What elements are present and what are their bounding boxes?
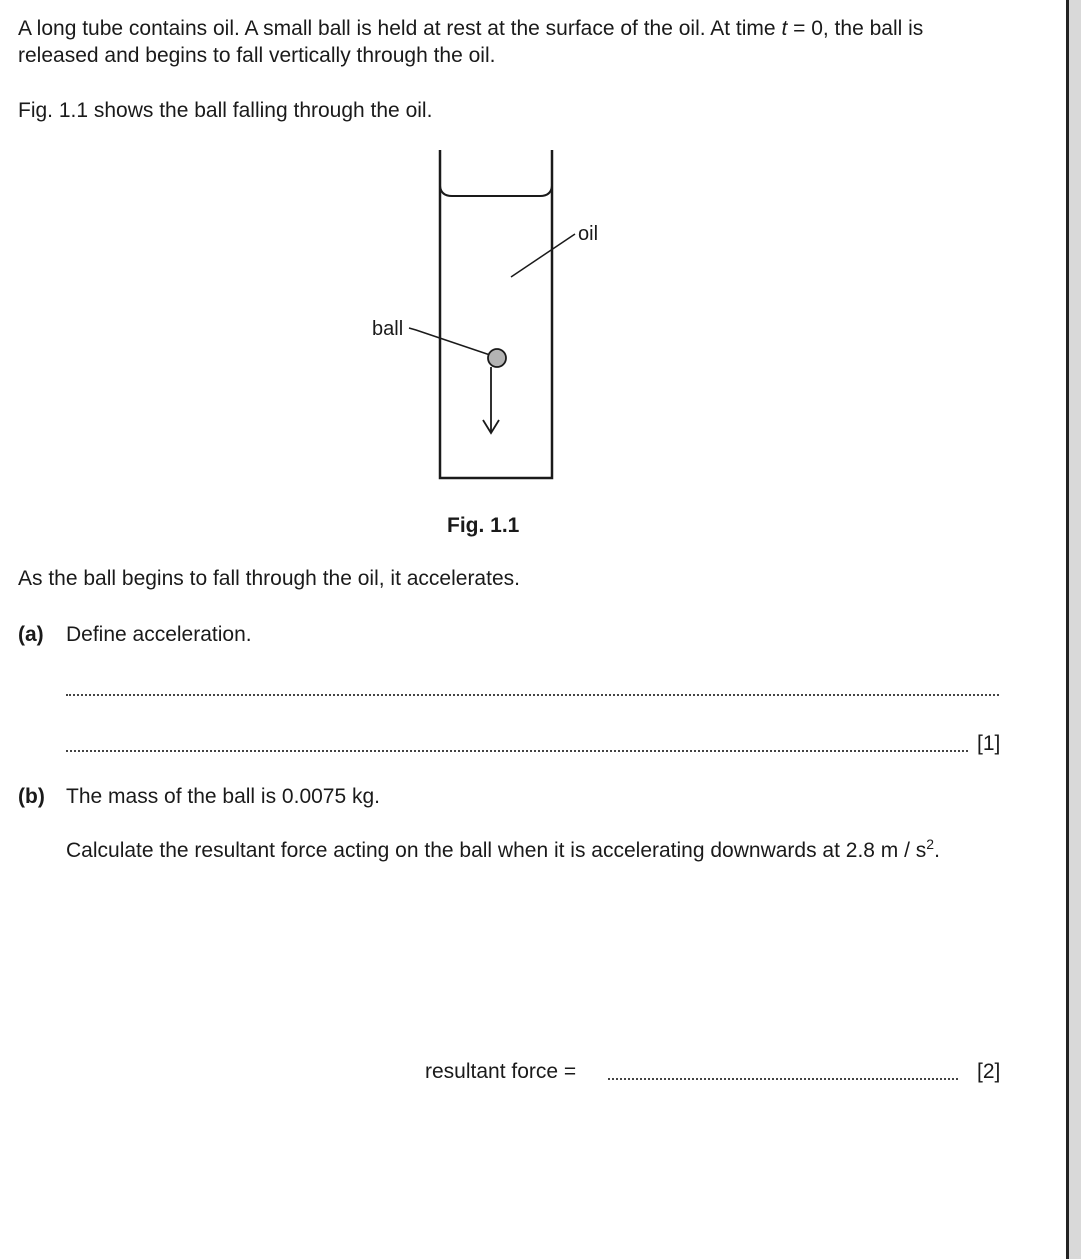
answer-line-a-1[interactable] — [66, 694, 999, 696]
part-b-question-end: . — [934, 839, 940, 862]
unit-exponent: 2 — [926, 836, 935, 852]
intro-line-2: released and begins to fall vertically through the oil. — [18, 44, 496, 67]
answer-line-a-2[interactable] — [66, 750, 968, 752]
part-a-mark: [1] — [977, 732, 1001, 755]
ball-label: ball — [372, 318, 404, 340]
intro-text-b: = 0, the ball is — [787, 17, 924, 40]
part-b-question — [66, 838, 940, 864]
figure-intro: Fig. 1.1 shows the ball falling through the oil. — [18, 99, 433, 122]
accelerates-text: As the ball begins to fall through the oil, it accelerates. — [18, 567, 520, 590]
oil-leader-line — [511, 234, 575, 277]
oil-label: oil — [578, 223, 599, 245]
ball-leader-line — [409, 328, 496, 357]
time-variable: t — [781, 17, 788, 40]
part-a-question: Define acceleration. — [66, 623, 252, 646]
part-b-label: (b) — [18, 785, 45, 808]
oil-surface — [440, 186, 552, 196]
part-a-label: (a) — [18, 623, 44, 646]
resultant-force-answer-line[interactable] — [608, 1078, 958, 1080]
ball — [488, 349, 506, 367]
part-b-question-text: Calculate the resultant force acting on the ball when it is accelerating downwards at 2.8 m / s — [66, 839, 927, 862]
tube-outline — [440, 150, 552, 478]
intro-text-a: A long tube contains oil. A small ball is held at rest at the surface of the oil. At time — [18, 17, 782, 40]
part-b-statement: The mass of the ball is 0.0075 kg. — [66, 785, 381, 808]
part-b-mark: [2] — [977, 1060, 1001, 1083]
figure-caption: Fig. 1.1 — [447, 514, 520, 537]
resultant-force-label: resultant force = — [425, 1060, 577, 1083]
